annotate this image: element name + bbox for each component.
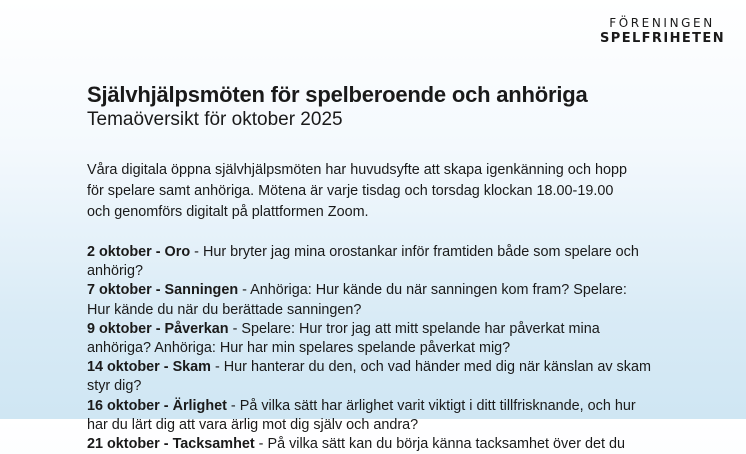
schedule-entry-text: - På vilka sätt kan du börja känna tacksamhet över det du xyxy=(254,436,626,453)
intro-line: Våra digitala öppna självhjälpsmöten har huvudsyfte att skapa igenkänning och hopp xyxy=(87,162,628,178)
schedule-entry xyxy=(87,435,687,454)
schedule-entry-label: 16 oktober - Ärlighet xyxy=(87,397,227,414)
schedule-entry-text: - Spelare: Hur tror jag att mitt spelande har påverkat mina xyxy=(228,320,600,337)
schedule-entry-label: 9 oktober - Påverkan xyxy=(87,320,229,337)
logo-top-text: FÖRENINGEN xyxy=(609,16,715,30)
schedule-entry-label: 14 oktober - Skam xyxy=(87,359,211,376)
schedule-entry-label: 7 oktober - Sanningen xyxy=(87,282,239,299)
schedule-entry-line: anhöriga? Anhöriga: Hur har min spelares spelande påverkat mig? xyxy=(87,340,511,357)
schedule-entry-text: - På vilka sätt har ärlighet varit viktigt i ditt tillfrisknande, och hur xyxy=(226,397,636,414)
schedule-entry xyxy=(87,358,687,396)
schedule-entry-line xyxy=(87,243,687,262)
schedule-entry-line: Hur kände du när du berättade sanningen? xyxy=(87,301,362,318)
page-subtitle: Temaöversikt för oktober 2025 xyxy=(87,109,343,130)
logo-bottom-text: SPELFRIHETEN xyxy=(600,31,725,46)
schedule-entry-line xyxy=(87,281,687,300)
schedule-entry-line xyxy=(87,358,687,377)
schedule-entry xyxy=(87,281,687,319)
schedule-entry-line xyxy=(87,397,687,416)
intro-line: och genomförs digitalt på plattformen Zoom. xyxy=(87,204,369,220)
intro-paragraph xyxy=(87,160,687,223)
schedule-entry-text: - Hur bryter jag mina orostankar inför framtiden både som spelare och xyxy=(190,244,639,260)
logo xyxy=(600,16,724,46)
schedule-entry-line xyxy=(87,320,687,339)
schedule-entry-line xyxy=(87,435,687,454)
schedule-entry-label: 21 oktober - Tacksamhet xyxy=(87,436,255,453)
page-title: Självhjälpsmöten för spelberoende och anhöriga xyxy=(87,82,588,107)
schedule-entry-text: - Anhöriga: Hur kände du när sanningen kom fram? Spelare: xyxy=(238,282,627,299)
schedule-entry xyxy=(87,320,687,358)
schedule-entry-line: anhörig? xyxy=(87,263,144,280)
document-content xyxy=(87,81,687,454)
intro-line: för spelare samt anhöriga. Mötena är varje tisdag och torsdag klockan 18.00-19.00 xyxy=(87,183,614,199)
schedule-list xyxy=(87,243,687,454)
schedule-entry-line: har du lärt dig att vara ärlig mot dig själv och andra? xyxy=(87,416,419,433)
schedule-entry xyxy=(87,397,687,435)
schedule-entry-line: styr dig? xyxy=(87,378,142,395)
schedule-entry xyxy=(87,243,687,281)
schedule-entry-label: 2 oktober - Oro xyxy=(87,244,191,260)
schedule-entry-text: - Hur hanterar du den, och vad händer med dig när känslan av skam xyxy=(210,359,651,376)
